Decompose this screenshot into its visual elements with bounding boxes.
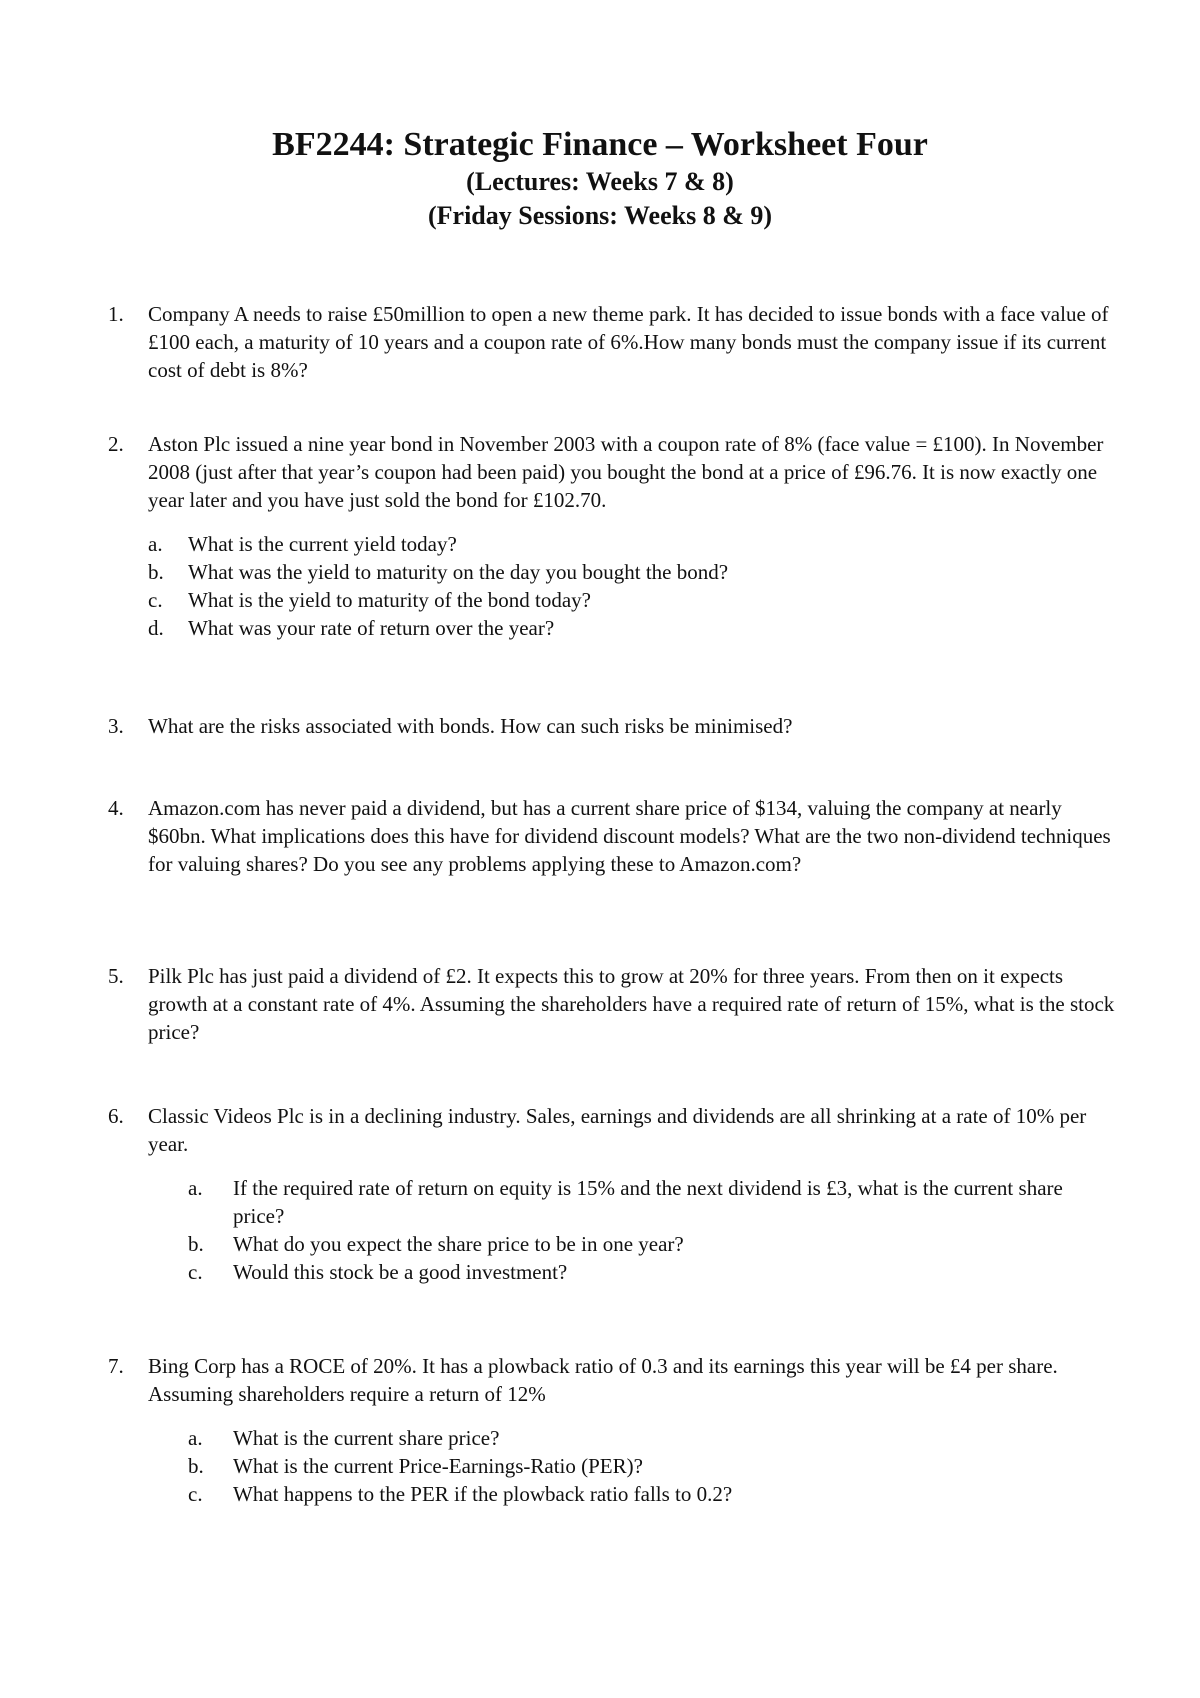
sub-question <box>188 1174 1118 1230</box>
sub-question-text: Would this stock be a good investment? <box>233 1260 568 1284</box>
sub-question-letter: a. <box>188 1426 203 1450</box>
sub-question <box>148 586 1118 614</box>
question-text: Aston Plc issued a nine year bond in November 2003 with a coupon rate of 8% (face value = £100). In November 2008 (just after that year’s coupon had been paid) you bought the bond at a price of £96.76. It is now exactly one year later and you have just sold the bond for £102.70. <box>148 432 1104 512</box>
question-text: Pilk Plc has just paid a dividend of £2. It expects this to grow at 20% for three years. From then on it expects growth at a constant rate of 4%. Assuming the shareholders have a required rate of return of 15%, what is the stock price? <box>148 964 1115 1044</box>
sub-question <box>188 1258 1118 1286</box>
question-number: 2. <box>108 432 124 456</box>
sub-question-list <box>108 1174 1118 1286</box>
question-2 <box>108 430 1118 642</box>
question-number: 7. <box>108 1354 124 1378</box>
sub-question-text: What do you expect the share price to be in one year? <box>233 1232 684 1256</box>
sub-question-list <box>108 1424 1118 1508</box>
question-number: 1. <box>108 302 124 326</box>
question-text: Bing Corp has a ROCE of 20%. It has a plowback ratio of 0.3 and its earnings this year will be £4 per share. Assuming shareholders require a return of 12% <box>148 1354 1058 1406</box>
sub-question-list <box>108 530 1118 642</box>
question-4 <box>108 794 1118 878</box>
question-text: What are the risks associated with bonds. How can such risks be minimised? <box>148 714 793 738</box>
sub-question-letter: a. <box>148 532 163 556</box>
sub-question-text: What was the yield to maturity on the day you bought the bond? <box>188 560 729 584</box>
question-6 <box>108 1102 1118 1286</box>
sub-question-text: What is the current share price? <box>233 1426 500 1450</box>
question-5 <box>108 962 1118 1046</box>
sub-question <box>148 558 1118 586</box>
question-3 <box>108 712 1118 740</box>
lectures-subtitle: (Lectures: Weeks 7 & 8) <box>466 167 734 196</box>
sub-question-letter: c. <box>148 588 163 612</box>
question-number: 6. <box>108 1104 124 1128</box>
sub-question <box>188 1424 1118 1452</box>
sub-question <box>148 614 1118 642</box>
sub-question-text: What is the yield to maturity of the bond today? <box>188 588 591 612</box>
sub-question-letter: c. <box>188 1482 203 1506</box>
sub-question-letter: b. <box>188 1232 204 1256</box>
question-7 <box>108 1352 1118 1508</box>
sub-question-text: What was your rate of return over the year? <box>188 616 555 640</box>
sub-question <box>148 530 1118 558</box>
sub-question-text: What is the current yield today? <box>188 532 457 556</box>
sub-question <box>188 1452 1118 1480</box>
sessions-subtitle: (Friday Sessions: Weeks 8 & 9) <box>427 201 773 230</box>
question-number: 4. <box>108 796 124 820</box>
sub-question <box>188 1480 1118 1508</box>
question-text: Classic Videos Plc is in a declining industry. Sales, earnings and dividends are all shrinking at a rate of 10% per year. <box>148 1104 1087 1156</box>
sub-question-letter: b. <box>148 560 164 584</box>
header <box>0 125 1200 233</box>
sub-question-letter: c. <box>188 1260 203 1284</box>
sub-question-letter: d. <box>148 616 164 640</box>
sub-question-text: What is the current Price-Earnings-Ratio (PER)? <box>233 1454 643 1478</box>
page-title: BF2244: Strategic Finance – Worksheet Four <box>272 126 928 163</box>
sub-question-letter: b. <box>188 1454 204 1478</box>
question-1 <box>108 300 1118 384</box>
sub-question-text: If the required rate of return on equity is 15% and the next dividend is £3, what is the current share price? <box>233 1176 1063 1228</box>
question-text: Company A needs to raise £50million to open a new theme park. It has decided to issue bonds with a face value of £100 each, a maturity of 10 years and a coupon rate of 6%.How many bonds must the company issue if its current cost of debt is 8%? <box>148 302 1109 382</box>
question-number: 5. <box>108 964 124 988</box>
sub-question <box>188 1230 1118 1258</box>
question-text: Amazon.com has never paid a dividend, but has a current share price of $134, valuing the company at nearly $60bn. What implications does this have for dividend discount models? What are the two non-dividend techniques for valuing shares? Do you see any problems applying these to Amazon.com? <box>148 796 1111 876</box>
sub-question-text: What happens to the PER if the plowback ratio falls to 0.2? <box>233 1482 733 1506</box>
question-number: 3. <box>108 714 124 738</box>
sub-question-letter: a. <box>188 1176 203 1200</box>
